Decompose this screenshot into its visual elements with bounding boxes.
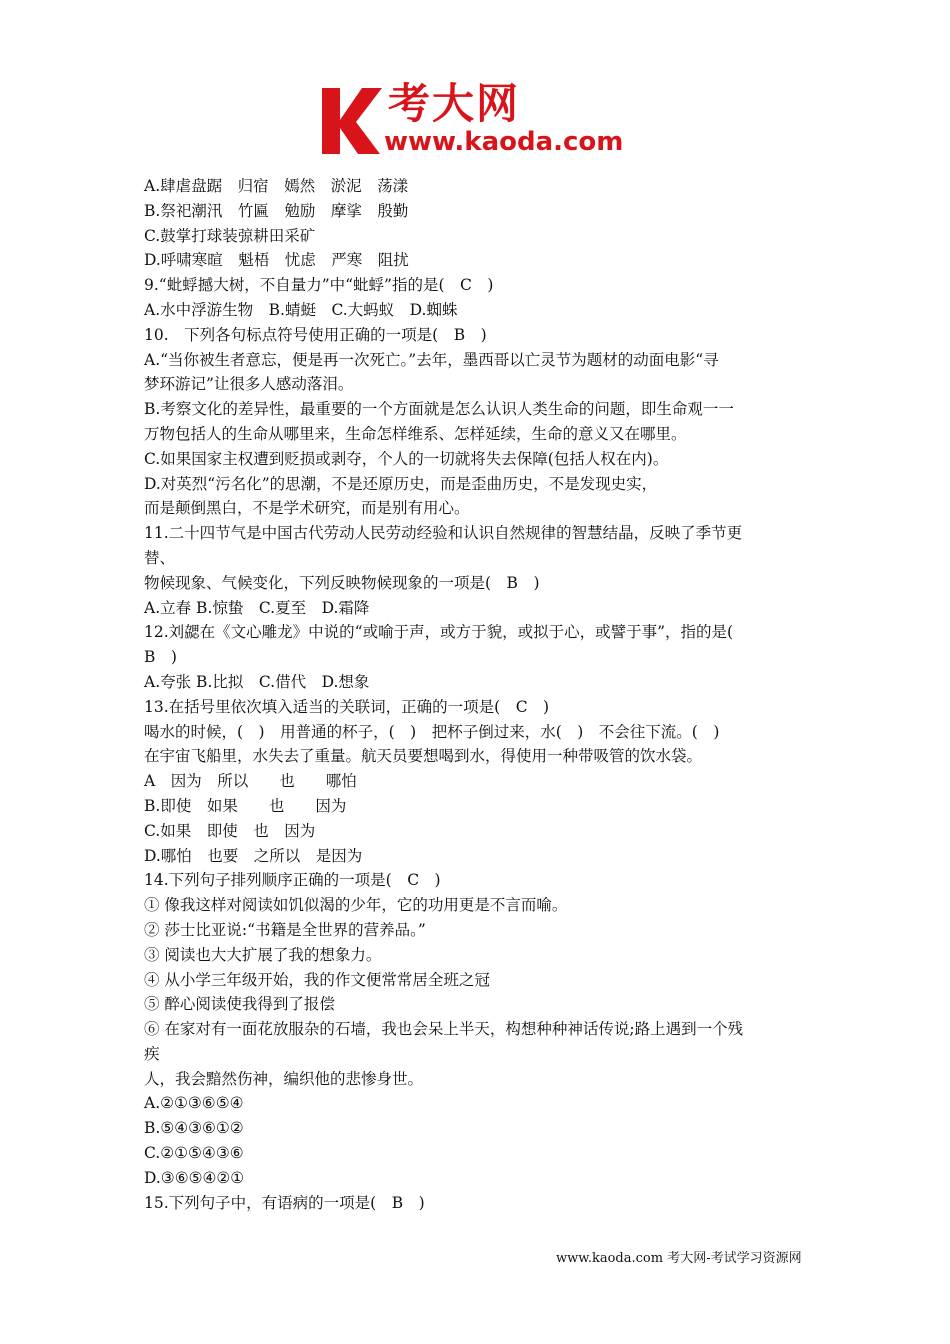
text-line: C.如果 即使 也 因为 bbox=[144, 821, 316, 840]
text-line: A.“当你被生者意忘，便是再一次死亡。”去年，墨西哥以亡灵节为题材的动面电影“寻 bbox=[144, 350, 719, 369]
text-line: 12.刘勰在《文心雕龙》中说的“或喻于声，或方于貌，或拟于心，或譬于事”，指的是( bbox=[144, 623, 734, 642]
text-line: 物候现象、气候变化，下列反映物候现象的一项是( B ) bbox=[144, 573, 540, 592]
text-line: D.对英烈“污名化”的思潮，不是还原历史，而是歪曲历史，不是发现史实， bbox=[144, 474, 658, 493]
text-line: C.如果国家主权遭到贬损或剥夺，个人的一切就将失去保障(包括人权在内)。 bbox=[144, 449, 669, 468]
text-line: A.夸张 B.比拟 C.借代 D.想象 bbox=[144, 672, 370, 691]
text-line: B.考察文化的差异性，最重要的一个方面就是怎么认识人类生命的问题，即生命观一一 bbox=[144, 400, 734, 419]
document-body bbox=[144, 174, 824, 1215]
text-line: B ) bbox=[144, 648, 177, 667]
text-line: A 因为 所以 也 哪怕 bbox=[144, 772, 357, 791]
text-line: 14.下列句子排列顺序正确的一项是( C ) bbox=[144, 871, 441, 890]
text-line: 9.“蚍蜉撼大树，不自量力”中“蚍蜉”指的是( C ) bbox=[144, 276, 494, 295]
text-line: 替、 bbox=[144, 548, 176, 567]
text-line: A.②①③⑥⑤④ bbox=[144, 1094, 244, 1113]
text-line: 梦环游记”让很多人感动落泪。 bbox=[144, 375, 354, 394]
text-line: 15.下列句子中，有语病的一项是( B ) bbox=[144, 1193, 425, 1212]
text-line: 而是颠倒黑白，不是学术研究，而是别有用心。 bbox=[144, 499, 470, 518]
text-line: D.呼啸寒暄 魁梧 忧虑 严寒 阻扰 bbox=[144, 251, 409, 270]
text-line: C.鼓掌打球装弶耕田采矿 bbox=[144, 226, 316, 245]
text-line: B.⑤④③⑥①② bbox=[144, 1119, 244, 1138]
text-line: A.立春 B.惊蛰 C.夏至 D.霜降 bbox=[144, 598, 370, 617]
text-line: ② 莎士比亚说:“书籍是全世界的营养品。” bbox=[144, 920, 426, 939]
text-line: B.祭祀潮汛 竹匾 勉励 摩挲 殷勤 bbox=[144, 201, 409, 220]
text-line: 在宇宙飞船里，水失去了重量。航天员要想喝到水，得使用一种带吸管的饮水袋。 bbox=[144, 747, 703, 766]
text-line: A.水中浮游生物 B.蜻蜓 C.大蚂蚁 D.蜘蛛 bbox=[144, 300, 458, 319]
logo-url-text: www.kaoda.com bbox=[384, 127, 624, 157]
text-line: ① 像我这样对阅读如饥似渴的少年，它的功用更是不言而喻。 bbox=[144, 896, 568, 915]
text-line: 喝水的时候，( ) 用普通的杯子，( ) 把杯子倒过来，水( ) 不会往下流。( ) bbox=[144, 722, 720, 741]
text-line: ④ 从小学三年级开始，我的作文便常常居全班之冠 bbox=[144, 970, 490, 989]
logo-chinese-text: 考大网 bbox=[388, 79, 521, 128]
text-line: B.即使 如果 也 因为 bbox=[144, 796, 347, 815]
footer-text: www.kaoda.com 考大网-考试学习资源网 bbox=[556, 1251, 802, 1266]
text-line: A.肆虐盘踞 归宿 嫣然 淤泥 荡漾 bbox=[144, 177, 409, 195]
text-line: 人，我会黯然伤神，编织他的悲惨身世。 bbox=[144, 1069, 424, 1088]
text-line: D.③⑥⑤④②① bbox=[144, 1168, 245, 1187]
text-line: ⑥ 在家对有一面花放服杂的石墙，我也会呆上半天，构想种种神话传说;路上遇到一个残 bbox=[144, 1020, 744, 1039]
text-line: 13.在括号里依次填入适当的关联词，正确的一项是( C ) bbox=[144, 697, 550, 716]
text-line: 疾 bbox=[144, 1044, 160, 1063]
text-line: 11.二十四节气是中国古代劳动人民劳动经验和认识自然规律的智慧结晶，反映了季节更 bbox=[144, 524, 743, 543]
text-line: 10. 下列各句标点符号使用正确的一项是( B ) bbox=[144, 325, 487, 344]
text-line: C.②①⑤④③⑥ bbox=[144, 1144, 244, 1163]
text-line: ③ 阅读也大大扩展了我的想象力。 bbox=[144, 945, 382, 964]
kaoda-logo bbox=[318, 80, 643, 160]
text-line: D.哪怕 也要 之所以 是因为 bbox=[144, 846, 363, 865]
text-line: 万物包括人的生命从哪里来，生命怎样维系、怎样延续，生命的意义又在哪里。 bbox=[144, 424, 687, 443]
text-line: ⑤ 醉心阅读使我得到了报偿 bbox=[144, 995, 335, 1014]
